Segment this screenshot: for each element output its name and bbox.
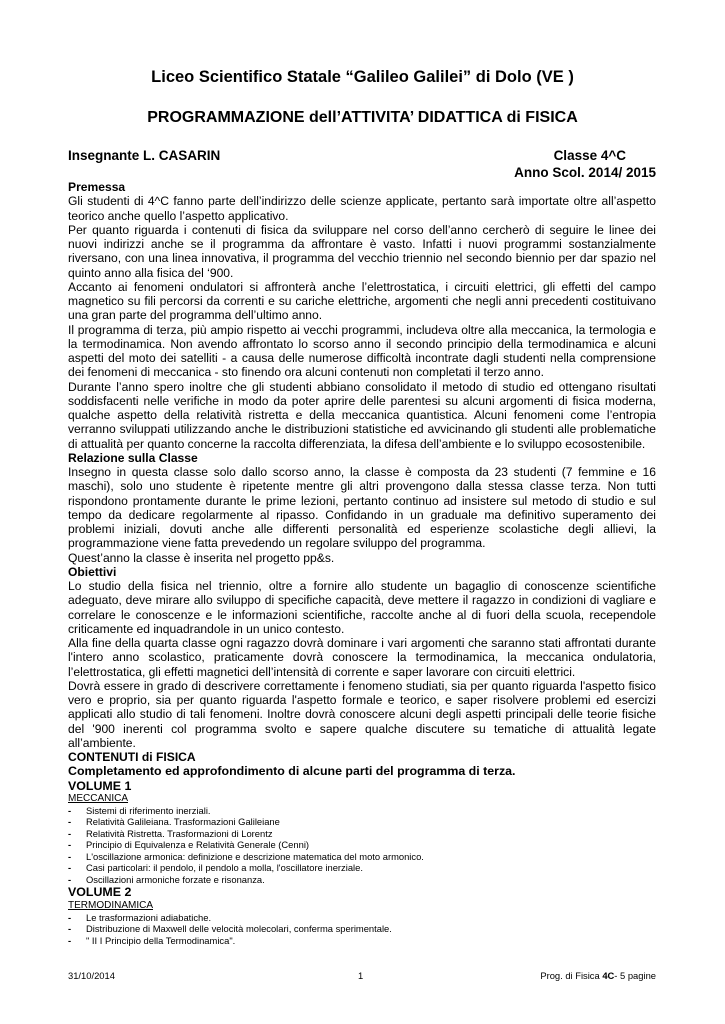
list-item: - Distribuzione di Maxwell delle velocità molecolari, conferma sperimentale. (68, 923, 656, 935)
obiettivi-paragraph: Dovrà essere in grado di descrivere correttamente i fenomeno studiati, sia per quanto riguarda l'aspetto fisico vero e proprio, sia per quanto riguarda l'aspetto formale e teorico, e saper risolvere problemi ed esercizi applicati allo studio di tali fenomeni. Inoltre dovrà conoscere alcuni degli aspetti principali delle teorie fisiche del '900 inerenti col programma svolto e sapere qualche discutere su tematiche di attualità legate all’ambiente. (68, 678, 656, 750)
footer-program-class: 4C (602, 970, 615, 981)
list-item: - Sistemi di riferimento inerziali. (68, 805, 656, 817)
volume-2-items (68, 912, 656, 947)
relazione-heading: Relazione sulla Classe (68, 450, 198, 465)
premessa-paragraph: Gli studenti di 4^C fanno parte dell’indirizzo delle scienze applicate, pertanto sarà importate oltre all’aspetto teorico anche quello l’aspetto applicativo. (68, 194, 656, 223)
programme-title: PROGRAMMAZIONE dell’ATTIVITA’ DIDATTICA di FISICA (147, 109, 578, 126)
premessa-paragraph: Durante l’anno spero inoltre che gli studenti abbiano consolidato il metodo di studio ed ottengano risultati soddisfacenti nelle verifiche in modo da poter aprire delle parentesi su alcuni argomenti di fisica moderna, qualche aspetto della relatività ristretta e della meccanica quantistica. Alcuni fenomeni come l’entropia verranno sviluppati utilizzando anche le distribuzioni statistiche ed avvicinando gli studenti alle problematiche di attualità per quanto concerne la raccolta differenziata, la difesa dell’ambiente e lo sviluppo ecosostenibile. (68, 379, 656, 451)
volume-1-label: VOLUME 1 (68, 778, 132, 793)
teacher-name: Insegnante L. CASARIN (68, 148, 221, 163)
premessa-paragraph: Accanto ai fenomeni ondulatori si affronterà anche l’elettrostatica, i circuiti elettrici, gli effetti del campo magnetico su fili percorsi da correnti e su cariche elettriche, argomenti che negli anni precedenti costituivano una gran parte del programma dell’ultimo anno. (68, 279, 656, 323)
school-title: Liceo Scientifico Statale “Galileo Galilei” di Dolo (VE ) (151, 68, 574, 86)
list-item: - Relatività Galileiana. Trasformazioni Galileiane (68, 816, 656, 828)
class-label: Classe 4^C (553, 148, 626, 163)
list-item: - Casi particolari: il pendolo, il pendolo a molla, l'oscillatore inerziale. (68, 862, 656, 874)
premessa-heading: Premessa (68, 180, 126, 194)
footer-program-suffix: - 5 pagine (614, 970, 656, 981)
premessa-paragraph: Il programma di terza, più ampio rispetto ai vecchi programmi, includeva oltre alla meccanica, la termologia e la termodinamica. Non avendo affrontato lo scorso anno il secondo principio della termodinamica e alcuni aspetti del moto dei satelliti - a causa delle numerose difficoltà incontrate dagli studenti nella comprensione dei fenomeni di meccanica - sto finendo ora alcuni contenuti non completati il terzo anno. (68, 322, 656, 380)
list-item: - Principio di Equivalenza e Relatività Generale (Cenni) (68, 839, 656, 851)
volume-2-label: VOLUME 2 (68, 885, 132, 900)
obiettivi-paragraph: Alla fine della quarta classe ogni ragazzo dovrà dominare i vari argomenti che saranno stati affrontati durante l'intero anno scolastico, praticamente dovrà conoscere la termodinamica, la meccanica ondulatoria, l’elettrostatica, gli effetti magnetici dell’intensità di corrente e saper lavorare con circuiti elettrici. (68, 636, 656, 679)
footer-page-number: 1 (358, 970, 364, 981)
document-body (68, 180, 656, 946)
relazione-paragraph: Insegno in questa classe solo dallo scorso anno, la classe è composta da 23 studenti (7 femmine e 16 maschi), solo uno studente è ripetente mentre gli altri provengono dalla stessa classe terza. Non tutti rispondono prontamente durante le prime lezioni, pertanto continuo ad insistere sul metodo di studio e sul tempo da dedicare regolarmente al ripasso. Confidando in un graduale ma definitivo superamento dei problemi iniziali, dovuti anche alle differenti personalità ed esperienze scolastiche degli allievi, la programmazione viene fatta prevedendo un regolare sviluppo del programma. (68, 465, 656, 551)
premessa-paragraph: Per quanto riguarda i contenuti di fisica da sviluppare nel corso dell’anno cercherò di seguire le linee dei nuovi indirizzi anche se il programma da affrontare è vasto. Infatti i nuovi programmi sostanzialmente riversano, con una linea innovativa, il programma del vecchio triennio nel secondo biennio per dar spazio nel quinto anno alla fisica del ‘900. (68, 222, 656, 280)
volume-1-section: MECCANICA (68, 792, 129, 804)
footer-program-prefix: Prog. di Fisica (540, 970, 603, 981)
list-item: - Relatività Ristretta. Trasformazioni di Lorentz (68, 828, 656, 840)
footer-date: 31/10/2014 (68, 970, 115, 981)
obiettivi-heading: Obiettivi (68, 564, 117, 579)
obiettivi-paragraph: Lo studio della fisica nel triennio, oltre a fornire allo studente un bagaglio di conoscenze scientifiche adeguato, deve mirare allo sviluppo di specifiche capacità, deve mettere il ragazzo in condizioni di vagliare e correlare le conoscenze e le informazioni scientifiche, raccolte anche al di fuori della scuola, recependole criticamente ed inquadrandole in un unico contesto. (68, 579, 656, 636)
contenuti-title: CONTENUTI di FISICA (68, 750, 196, 764)
list-item: - Oscillazioni armoniche forzate e risonanza. (68, 874, 656, 886)
footer-program-info (540, 970, 656, 981)
list-item: - L'oscillazione armonica: definizione e descrizione matematica del moto armonico. (68, 851, 656, 863)
school-year: Anno Scol. 2014/ 2015 (514, 165, 656, 180)
contenuti-subtitle: Completamento ed approfondimento di alcune parti del programma di terza. (68, 764, 516, 779)
list-item: - " II I Principio della Termodinamica". (68, 935, 656, 947)
volume-1-items (68, 805, 656, 886)
volume-2-section: TERMODINAMICA (68, 899, 153, 911)
relazione-paragraph: Quest’anno la classe è inserita nel progetto pp&s. (68, 550, 335, 565)
list-item: - Le trasformazioni adiabatiche. (68, 912, 656, 924)
